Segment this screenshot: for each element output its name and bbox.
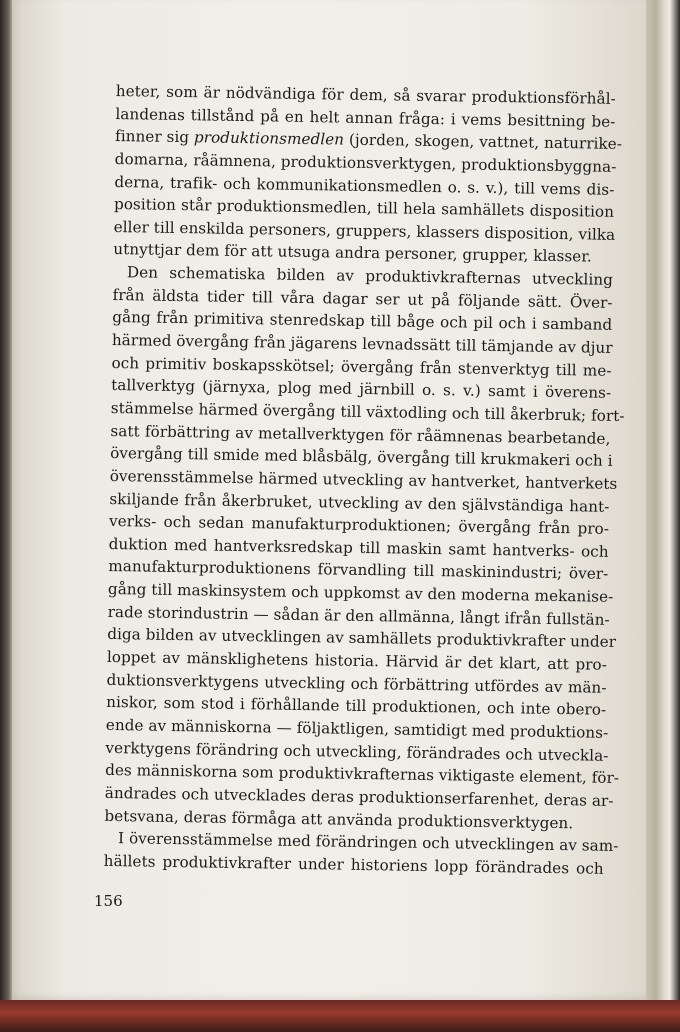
text-line: derna, trafik- och kommunikationsmedlen o. s. v.), till vems dis- [114, 172, 615, 199]
text-line: position står produktionsmedlen, till hela samhällets disposition [113, 195, 615, 222]
text-line: landenas tillstånd på en helt annan fråga: i vems besittning be- [115, 104, 616, 131]
text-line: satt förbättring av metallverktygen för råämnenas bearbetande, [110, 421, 611, 448]
text-line: betsvana, deras förmåga att använda produktionsverktygen. [104, 806, 574, 832]
text-fragment: finner sig [114, 127, 195, 147]
text-line: gång till maskinsystem och uppkomst av den moderna mekanise- [107, 580, 614, 606]
text-line: diga bilden av utvecklingen av samhällets produktivkrafter under [107, 625, 617, 652]
text-line: des människorna som produktivkrafternas viktigaste element, för- [105, 761, 620, 788]
text-line: manufakturproduktionens förvandling till maskinindustri; över- [108, 557, 609, 584]
emphasized-term: produktionsmedlen [193, 128, 345, 149]
text-line: och primitiv boskapsskötsel; övergång från stenverktyg till me- [111, 353, 612, 380]
book-cover-edge [0, 1000, 680, 1032]
text-line: överensstämmelse härmed utveckling av hantverket, hantverkets [109, 466, 618, 493]
text-line: stämmelse härmed övergång till växtodling och till åkerbruk; fort- [110, 398, 625, 425]
text-line: övergång till smide med blåsbälg, övergång till krukmakeri och i [109, 444, 613, 471]
text-line: niskor, som stod i förhållande till produktionen, och inte obero- [106, 693, 607, 720]
text-line: från äldsta tider till våra dagar ser ut på följande sätt. Över- [112, 285, 613, 312]
text-line: tallverktyg (järnyxa, plog med järnbill o. s. v.) samt i överens- [111, 376, 612, 403]
text-line: loppet av mänsklighetens historia. Härvid är det klart, att pro- [106, 647, 608, 674]
text-line: verktygens förändring och utveckling, förändrades och utveckla- [105, 738, 609, 765]
text-line: domarna, råämnena, produktionsverktygen, produktionsbyggna- [114, 149, 617, 176]
text-line: verks- och sedan manufakturproduktionen; övergång från pro- [108, 512, 610, 538]
text-line: härmed övergång från jägarens levnadssätt till tämjande av djur [111, 331, 613, 357]
text-line: eller till enskilda personers, gruppers, klassers disposition, vilka [113, 217, 616, 244]
right-page-edges [646, 0, 680, 1032]
text-line: I överensstämmelse med förändringen och utvecklingen av sam- [117, 829, 619, 856]
text-line: duktion med hantverksredskap till maskin samt hantverks- och [108, 534, 609, 561]
text-line: heter, som är nödvändiga för dem, så svarar produktionsförhål- [115, 81, 616, 108]
book-page [12, 0, 652, 1006]
page-number: 156 [94, 892, 123, 910]
text-line: Den schematiska bilden av produktivkrafternas utveckling [126, 263, 614, 289]
text-line: ende av människorna — följaktligen, samtidigt med produktions- [105, 715, 609, 742]
text-line: duktionsverktygens utveckling och förbättring utfördes av män- [106, 670, 607, 697]
text-line: ändrades och utvecklades deras produktionserfarenhet, deras ar- [104, 783, 614, 810]
body-text [103, 80, 625, 880]
text-line: skiljande från åkerbruket, utveckling av den självständiga hant- [109, 489, 610, 516]
text-fragment: (jorden, skogen, vattnet, naturrike- [343, 130, 623, 154]
text-line: rade storindustrin — sådan är den allmänna, långt ifrån fullstän- [107, 602, 610, 629]
text-line: hällets produktivkrafter under historiens lopp förändrades och [103, 851, 604, 878]
text-line: utnyttjar dem för att utsuga andra personer, grupper, klasser. [113, 240, 592, 266]
text-line: gång från primitiva stenredskap till båge och pil och i samband [112, 308, 613, 335]
